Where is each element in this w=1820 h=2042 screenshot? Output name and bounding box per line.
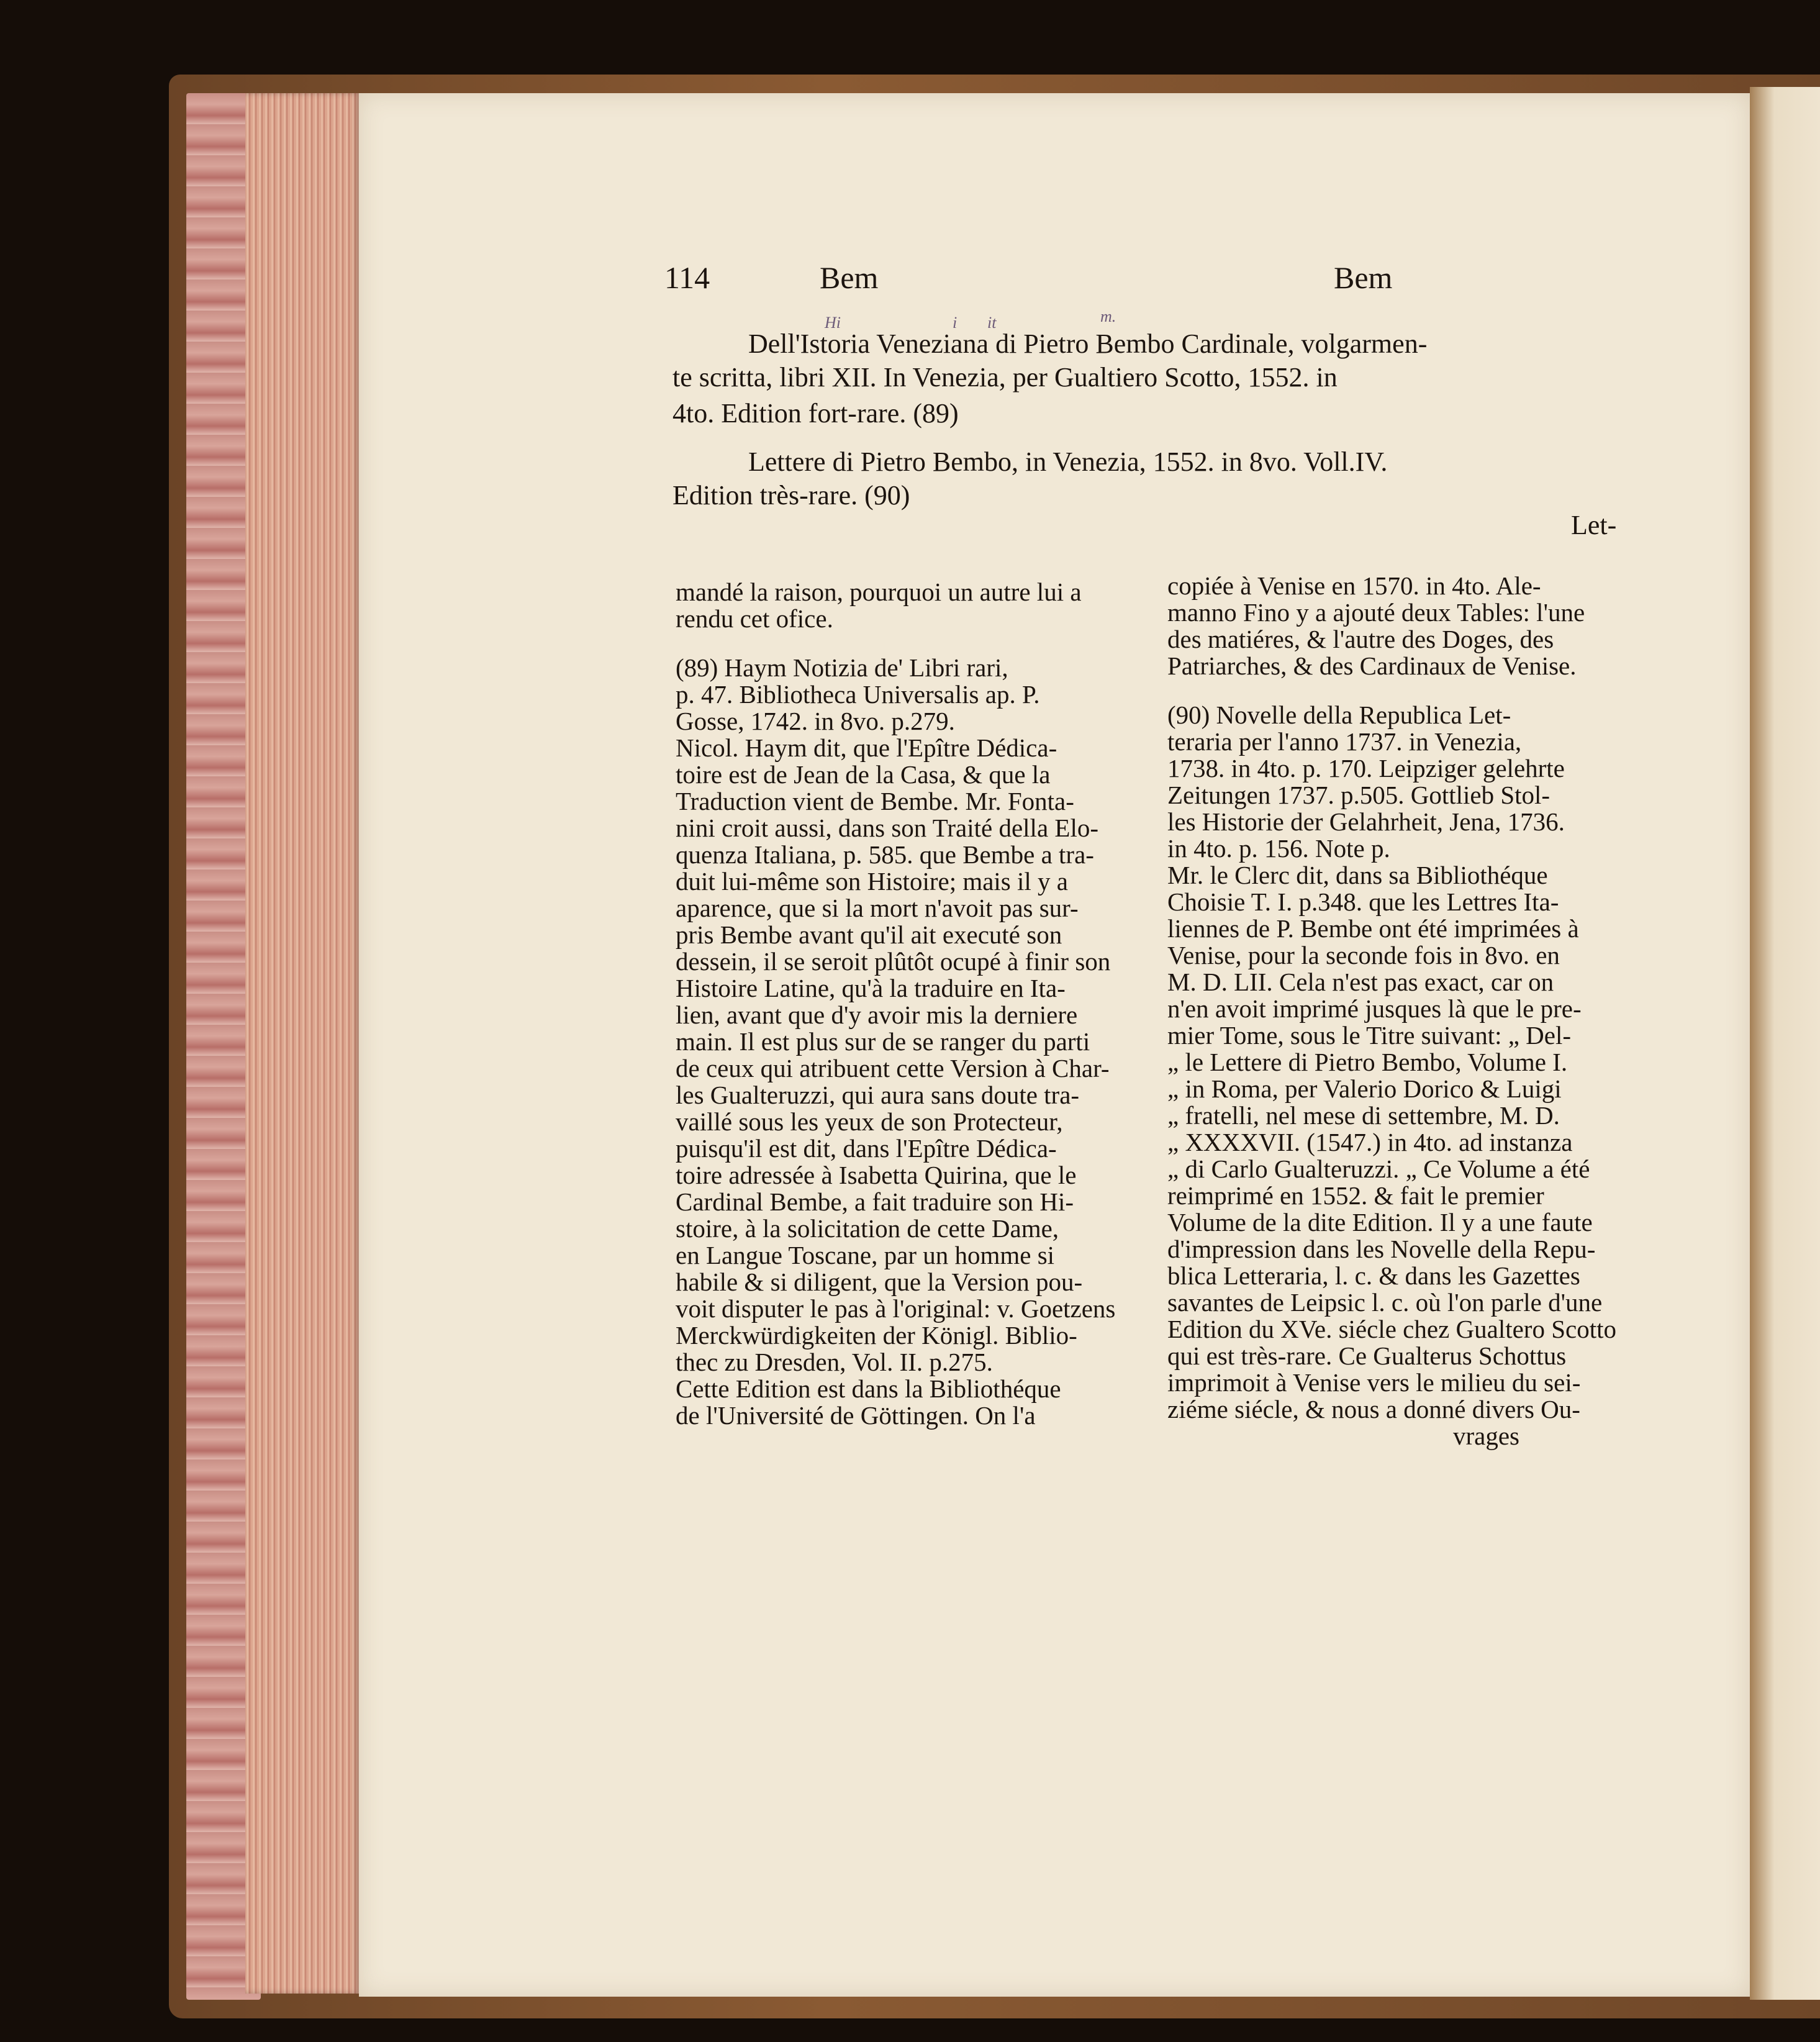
right-column-line: liennes de P. Bembe ont été imprimées à bbox=[1167, 914, 1579, 943]
left-column-line: main. Il est plus sur de se ranger du parti bbox=[676, 1027, 1090, 1056]
catchword: Let- bbox=[1571, 510, 1617, 540]
right-column-line: „ di Carlo Gualteruzzi. „ Ce Volume a été bbox=[1167, 1155, 1590, 1183]
left-column-line: de l'Université de Göttingen. On l'a bbox=[676, 1401, 1036, 1430]
right-column-line: „ fratelli, nel mese di settembre, M. D. bbox=[1167, 1101, 1560, 1130]
left-column-line: habile & si diligent, que la Version pou- bbox=[676, 1268, 1083, 1296]
entry-title-line: te scritta, libri XII. In Venezia, per Gualtiero Scotto, 1552. in bbox=[672, 362, 1338, 393]
right-column-line: „ le Lettere di Pietro Bembo, Volume I. bbox=[1167, 1048, 1568, 1076]
right-column-line: blica Letteraria, l. c. & dans les Gazettes bbox=[1167, 1261, 1580, 1290]
right-column-line: „ XXXXVII. (1547.) in 4to. ad instanza bbox=[1167, 1128, 1573, 1156]
right-column-line: les Historie der Gelahrheit, Jena, 1736. bbox=[1167, 807, 1565, 836]
right-column-line: Edition du XVe. siécle chez Gualtero Scotto bbox=[1167, 1315, 1616, 1343]
left-column-line: lien, avant que d'y avoir mis la derniere bbox=[676, 1001, 1078, 1029]
right-column-line: Volume de la dite Edition. Il y a une faute bbox=[1167, 1208, 1593, 1237]
right-column-line: ziéme siécle, & nous a donné divers Ou- bbox=[1167, 1395, 1580, 1423]
right-column-line: savantes de Leipsic l. c. où l'on parle d'une bbox=[1167, 1288, 1603, 1317]
left-column-line: Nicol. Haym dit, que l'Epître Dédica- bbox=[676, 733, 1057, 762]
right-column-line: manno Fino y a ajouté deux Tables: l'une bbox=[1167, 598, 1585, 627]
right-column-line: Choisie T. I. p.348. que les Lettres Ita- bbox=[1167, 887, 1559, 916]
left-column-line: thec zu Dresden, Vol. II. p.275. bbox=[676, 1348, 993, 1376]
left-column bbox=[676, 579, 1115, 1429]
right-column-line: n'en avoit imprimé jusques là que le pre- bbox=[1167, 994, 1582, 1023]
left-column-line: toire est de Jean de la Casa, & que la bbox=[676, 760, 1051, 789]
left-column-line: aparence, que si la mort n'avoit pas sur- bbox=[676, 894, 1079, 922]
entry-title-line: Dell'Istoria Veneziana di Pietro Bembo Cardinale, volgarmen- bbox=[748, 329, 1428, 359]
left-column-line: Histoire Latine, qu'à la traduire en Ita- bbox=[676, 974, 1066, 1002]
right-column-line: vrages bbox=[1453, 1422, 1520, 1450]
left-column-line: Traduction vient de Bembe. Mr. Fonta- bbox=[676, 787, 1074, 815]
right-column-line: mier Tome, sous le Titre suivant: „ Del- bbox=[1167, 1021, 1572, 1050]
left-column-line: Gosse, 1742. in 8vo. p.279. bbox=[676, 707, 955, 735]
left-column-line: duit lui-même son Histoire; mais il y a bbox=[676, 867, 1068, 896]
marginal-annotation: i bbox=[953, 314, 958, 332]
left-column-line: quenza Italiana, p. 585. que Bembe a tra- bbox=[676, 840, 1094, 869]
page-number: 114 bbox=[664, 260, 710, 295]
right-column-line: (90) Novelle della Republica Let- bbox=[1167, 701, 1511, 729]
right-column-line: teraria per l'anno 1737. in Venezia, bbox=[1167, 727, 1522, 756]
left-column-line: stoire, à la solicitation de cette Dame, bbox=[676, 1214, 1059, 1243]
right-column-line: „ in Roma, per Valerio Dorico & Luigi bbox=[1167, 1074, 1562, 1103]
right-column-line: Patriarches, & des Cardinaux de Venise. bbox=[1167, 651, 1577, 680]
marginal-annotation: it bbox=[987, 314, 997, 332]
left-column-line: pris Bembe avant qu'il ait executé son bbox=[676, 920, 1062, 949]
right-column-line: Zeitungen 1737. p.505. Gottlieb Stol- bbox=[1167, 781, 1551, 809]
left-column-line: voit disputer le pas à l'original: v. Goetzens bbox=[676, 1294, 1116, 1323]
left-column-line: Cette Edition est dans la Bibliothéque bbox=[676, 1374, 1061, 1403]
right-column-line: copiée à Venise en 1570. in 4to. Ale- bbox=[1167, 571, 1541, 600]
left-column-line: Cardinal Bembe, a fait traduire son Hi- bbox=[676, 1187, 1074, 1216]
left-column-line: puisqu'il est dit, dans l'Epître Dédica- bbox=[676, 1134, 1057, 1163]
right-column-line: Mr. le Clerc dit, dans sa Bibliothéque bbox=[1167, 861, 1548, 889]
entry-title-line: 4to. Edition fort-rare. (89) bbox=[672, 398, 959, 429]
left-column-line: les Gualteruzzi, qui aura sans doute tra- bbox=[676, 1081, 1080, 1109]
left-column-line: de ceux qui atribuent cette Version à Char- bbox=[676, 1054, 1110, 1082]
left-column-line: en Langue Toscane, par un homme si bbox=[676, 1241, 1055, 1269]
right-column-line: M. D. LII. Cela n'est pas exact, car on bbox=[1167, 968, 1554, 996]
left-column-line: nini croit aussi, dans son Traité della Elo- bbox=[676, 814, 1098, 842]
page-edges bbox=[245, 93, 360, 1994]
right-column bbox=[1167, 573, 1616, 1450]
left-column-line: Merckwürdigkeiten der Königl. Biblio- bbox=[676, 1321, 1077, 1350]
running-head-right: Bem bbox=[1334, 260, 1393, 295]
right-column-line: des matiéres, & l'autre des Doges, des bbox=[1167, 625, 1554, 653]
left-column-line: toire adressée à Isabetta Quirina, que le bbox=[676, 1161, 1077, 1189]
right-column-line: qui est très-rare. Ce Gualterus Schottus bbox=[1167, 1341, 1567, 1370]
marginal-annotation: m. bbox=[1100, 307, 1116, 325]
facing-page-edge bbox=[1750, 87, 1820, 2000]
right-column-line: imprimoit à Venise vers le milieu du sei- bbox=[1167, 1368, 1581, 1397]
marginal-annotation: Hi bbox=[825, 314, 841, 332]
right-column-line: 1738. in 4to. p. 170. Leipziger gelehrte bbox=[1167, 754, 1565, 783]
left-column-line: p. 47. Bibliotheca Universalis ap. P. bbox=[676, 680, 1040, 709]
left-column-line: dessein, il se seroit plûtôt ocupé à finir son bbox=[676, 947, 1111, 976]
entry-title-line: Edition très-rare. (90) bbox=[672, 480, 910, 511]
right-column-line: in 4to. p. 156. Note p. bbox=[1167, 834, 1390, 863]
entry-title-line: Lettere di Pietro Bembo, in Venezia, 1552. in 8vo. Voll.IV. bbox=[748, 447, 1388, 477]
running-head-left: Bem bbox=[820, 260, 879, 295]
right-column-line: Venise, pour la seconde fois in 8vo. en bbox=[1167, 941, 1560, 969]
left-column-line: (89) Haym Notizia de' Libri rari, bbox=[676, 653, 1008, 682]
right-column-line: reimprimé en 1552. & fait le premier bbox=[1167, 1181, 1544, 1210]
left-column-line: vaillé sous les yeux de son Protecteur, bbox=[676, 1107, 1063, 1136]
left-column-line: mandé la raison, pourquoi un autre lui a bbox=[676, 578, 1082, 606]
left-column-line: rendu cet ofice. bbox=[676, 604, 833, 633]
right-column-line: d'impression dans les Novelle della Repu- bbox=[1167, 1235, 1596, 1263]
